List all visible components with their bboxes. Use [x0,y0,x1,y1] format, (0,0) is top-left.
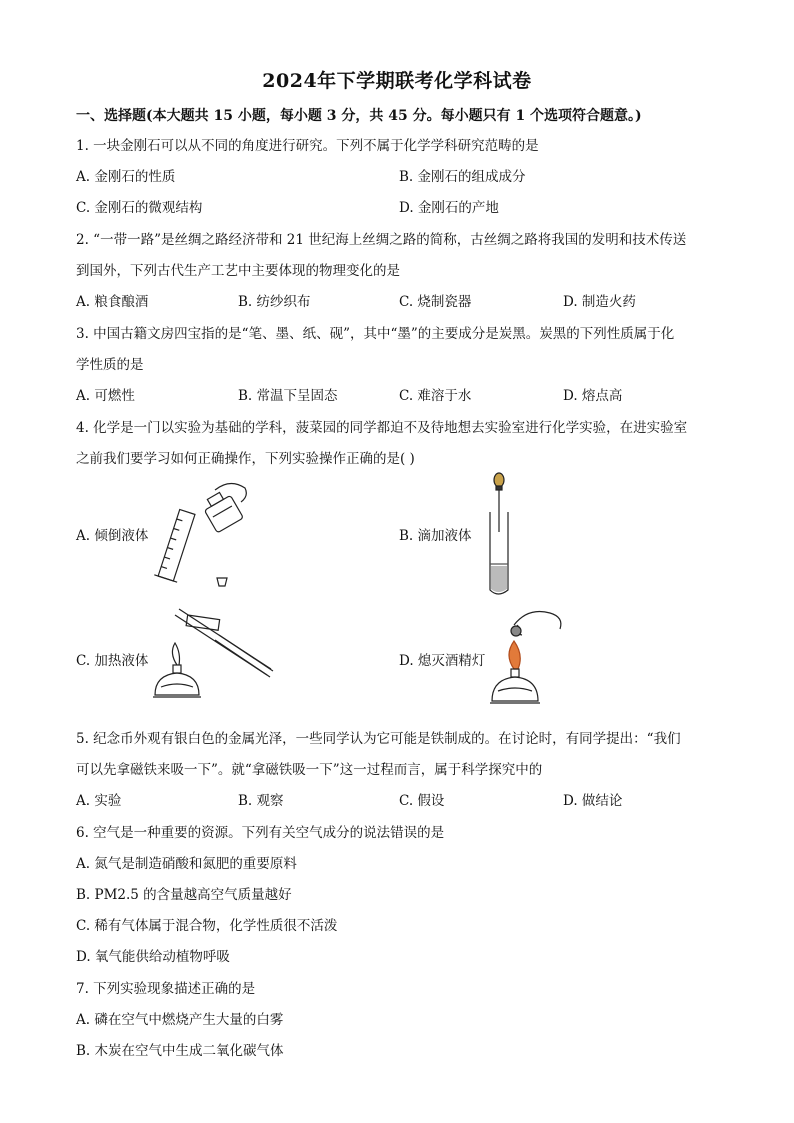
pouring-liquid-figure [145,480,255,590]
q2-stem-line2: 到国外，下列古代生产工艺中主要体现的物理变化的是 [76,263,400,279]
q5-option-b: B. 观察 [238,793,284,809]
q6-option-b: B. PM2.5 的含量越高空气质量越好 [76,887,292,903]
q1-option-b: B. 金刚石的组成成分 [399,169,526,185]
q5-stem-line2: 可以先拿磁铁来吸一下”。就“拿磁铁吸一下”这一过程而言，属于科学探究中的 [76,762,543,778]
q7-option-b: B. 木炭在空气中生成二氧化碳气体 [76,1043,284,1059]
q3-option-b: B. 常温下呈固态 [238,388,338,404]
q5-stem-line1: 5. 纪念币外观有银白色的金属光泽，一些同学认为它可能是铁制成的。在讨论时，有同学提出：“我们 [76,731,681,747]
q6-stem: 6. 空气是一种重要的资源。下列有关空气成分的说法错误的是 [76,825,445,841]
q6-option-d: D. 氧气能供给动植物呼吸 [76,949,230,965]
q3-stem-line2: 学性质的是 [76,357,144,373]
q7-option-a: A. 磷在空气中燃烧产生大量的白雾 [76,1012,284,1028]
q1-option-c: C. 金刚石的微观结构 [76,200,203,216]
q3-option-a: A. 可燃性 [76,388,135,404]
q5-option-a: A. 实验 [76,793,122,809]
q4-option-a: A. 倾倒液体 [76,528,149,544]
q4-option-c: C. 加热液体 [76,653,149,669]
q5-option-c: C. 假设 [399,793,445,809]
q1-option-a: A. 金刚石的性质 [76,169,176,185]
q7-stem: 7. 下列实验现象描述正确的是 [76,981,256,997]
q3-option-c: C. 难溶于水 [399,388,472,404]
q2-stem-line1: 2. “一带一路”是丝绸之路经济带和 21 世纪海上丝绸之路的简称，古丝绸之路将我国的发明和技术传送 [76,232,687,248]
dropper-test-tube-figure [478,472,528,602]
q2-option-d: D. 制造火药 [563,294,636,310]
q1-stem: 1. 一块金刚石可以从不同的角度进行研究。下列不属于化学学科研究范畴的是 [76,138,539,154]
section-heading: 一、选择题(本大题共 15 小题，每小题 3 分，共 45 分。每小题只有 1 个选项符合题意。) [76,108,642,124]
q2-option-a: A. 粮食酿酒 [76,294,149,310]
q4-option-d: D. 熄灭酒精灯 [399,653,486,669]
extinguish-lamp-figure [488,605,568,710]
heating-liquid-figure [145,605,275,710]
q6-option-a: A. 氮气是制造硝酸和氮肥的重要原料 [76,856,297,872]
q4-option-b: B. 滴加液体 [399,528,472,544]
q6-option-c: C. 稀有气体属于混合物，化学性质很不活泼 [76,918,338,934]
q1-option-d: D. 金刚石的产地 [399,200,499,216]
q5-option-d: D. 做结论 [563,793,623,809]
q2-option-c: C. 烧制瓷器 [399,294,472,310]
page-title: 2024年下学期联考化学科试卷 [262,70,532,92]
q4-stem-line1: 4. 化学是一门以实验为基础的学科，菠菜园的同学都迫不及待地想去实验室进行化学实验，在进实验室 [76,420,688,436]
q2-option-b: B. 纺纱织布 [238,294,311,310]
q3-option-d: D. 熔点高 [563,388,623,404]
q4-stem-line2: 之前我们要学习如何正确操作，下列实验操作正确的是( ) [76,451,415,467]
q3-stem-line1: 3. 中国古籍文房四宝指的是“笔、墨、纸、砚”，其中“墨”的主要成分是炭黑。炭黑的下列性质属于化 [76,326,675,342]
